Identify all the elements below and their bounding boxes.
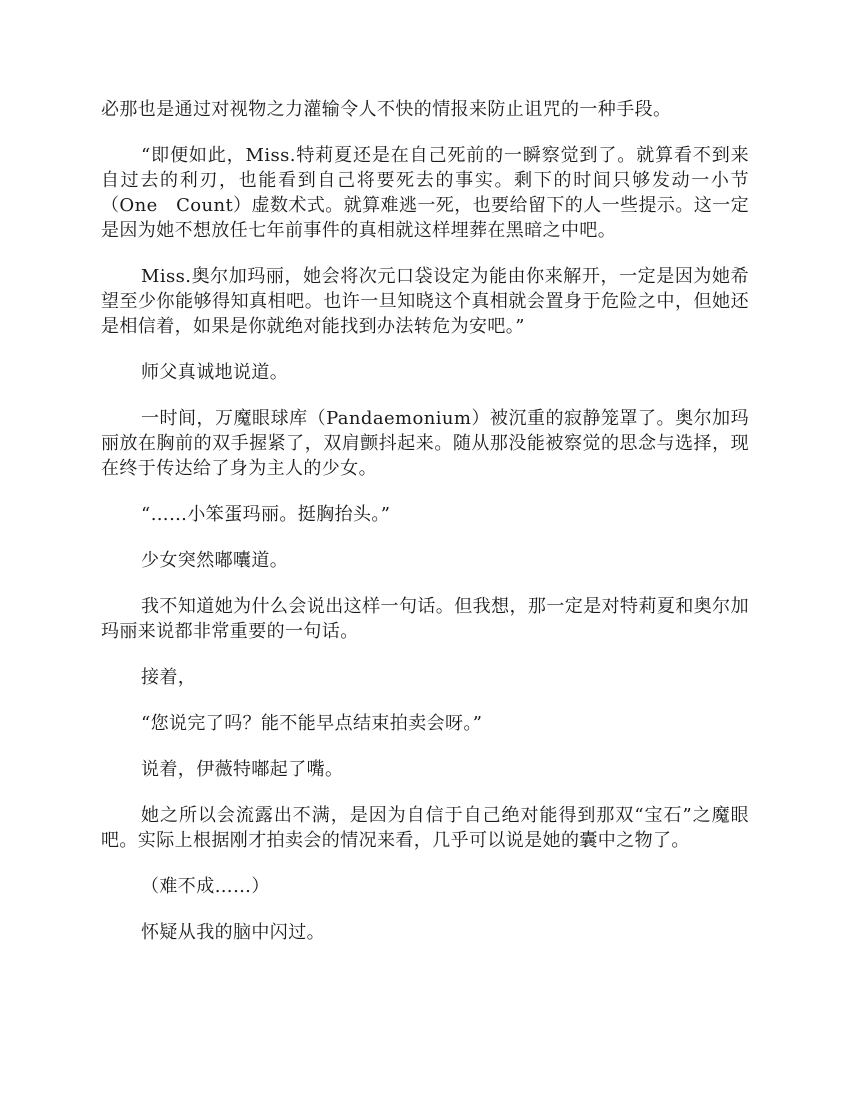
paragraph: 一时间，万魔眼球库（Pandaemonium）被沉重的寂静笼罩了。奥尔加玛丽放在胸前的双手握紧了，双肩颤抖起来。随从那没能被察觉的思念与选择，现在终于传达给了身为主人的少女。 (101, 408, 749, 479)
paragraph: 必那也是通过对视物之力灌输令人不快的情报来防止诅咒的一种手段。 (101, 99, 672, 120)
paragraph: 怀疑从我的脑中闪过。 (141, 922, 325, 943)
body-text (101, 97, 749, 966)
paragraph: 接着， (141, 667, 197, 688)
paragraph: 她之所以会流露出不满，是因为自信于自己绝对能得到那双“宝石”之魔眼吧。实际上根据刚才拍卖会的情况来看，几乎可以说是她的囊中之物了。 (101, 805, 749, 851)
paragraph: 师父真诚地说道。 (141, 362, 289, 383)
paragraph: Miss.奥尔加玛丽，她会将次元口袋设定为能由你来解开，一定是因为她希望至少你能够得知真相吧。也许一旦知晓这个真相就会置身于危险之中，但她还是相信着，如果是你就绝对能找到办法转危为安吧。” (101, 266, 749, 337)
paragraph: “……小笨蛋玛丽。挺胸抬头。” (141, 504, 391, 525)
paragraph: 我不知道她为什么会说出这样一句话。但我想，那一定是对特莉夏和奥尔加玛丽来说都非常重要的一句话。 (101, 596, 749, 642)
paragraph: 少女突然嘟囔道。 (141, 550, 289, 571)
paragraph: “即便如此，Miss.特莉夏还是在自己死前的一瞬察觉到了。就算看不到来自过去的利刃，也能看到自己将要死去的事实。剩下的时间只够发动一小节（One Count）虚数术式。就算难逃一死，也要给留下的人一些提示。这一定是因为她不想放任七年前事件的真相就这样埋葬在黑暗之中吧。 (101, 145, 749, 241)
paragraph: （难不成……） (141, 876, 270, 897)
paragraph: “您说完了吗？能不能早点结束拍卖会呀。” (141, 713, 483, 734)
paragraph: 说着，伊薇特嘟起了嘴。 (141, 759, 344, 780)
